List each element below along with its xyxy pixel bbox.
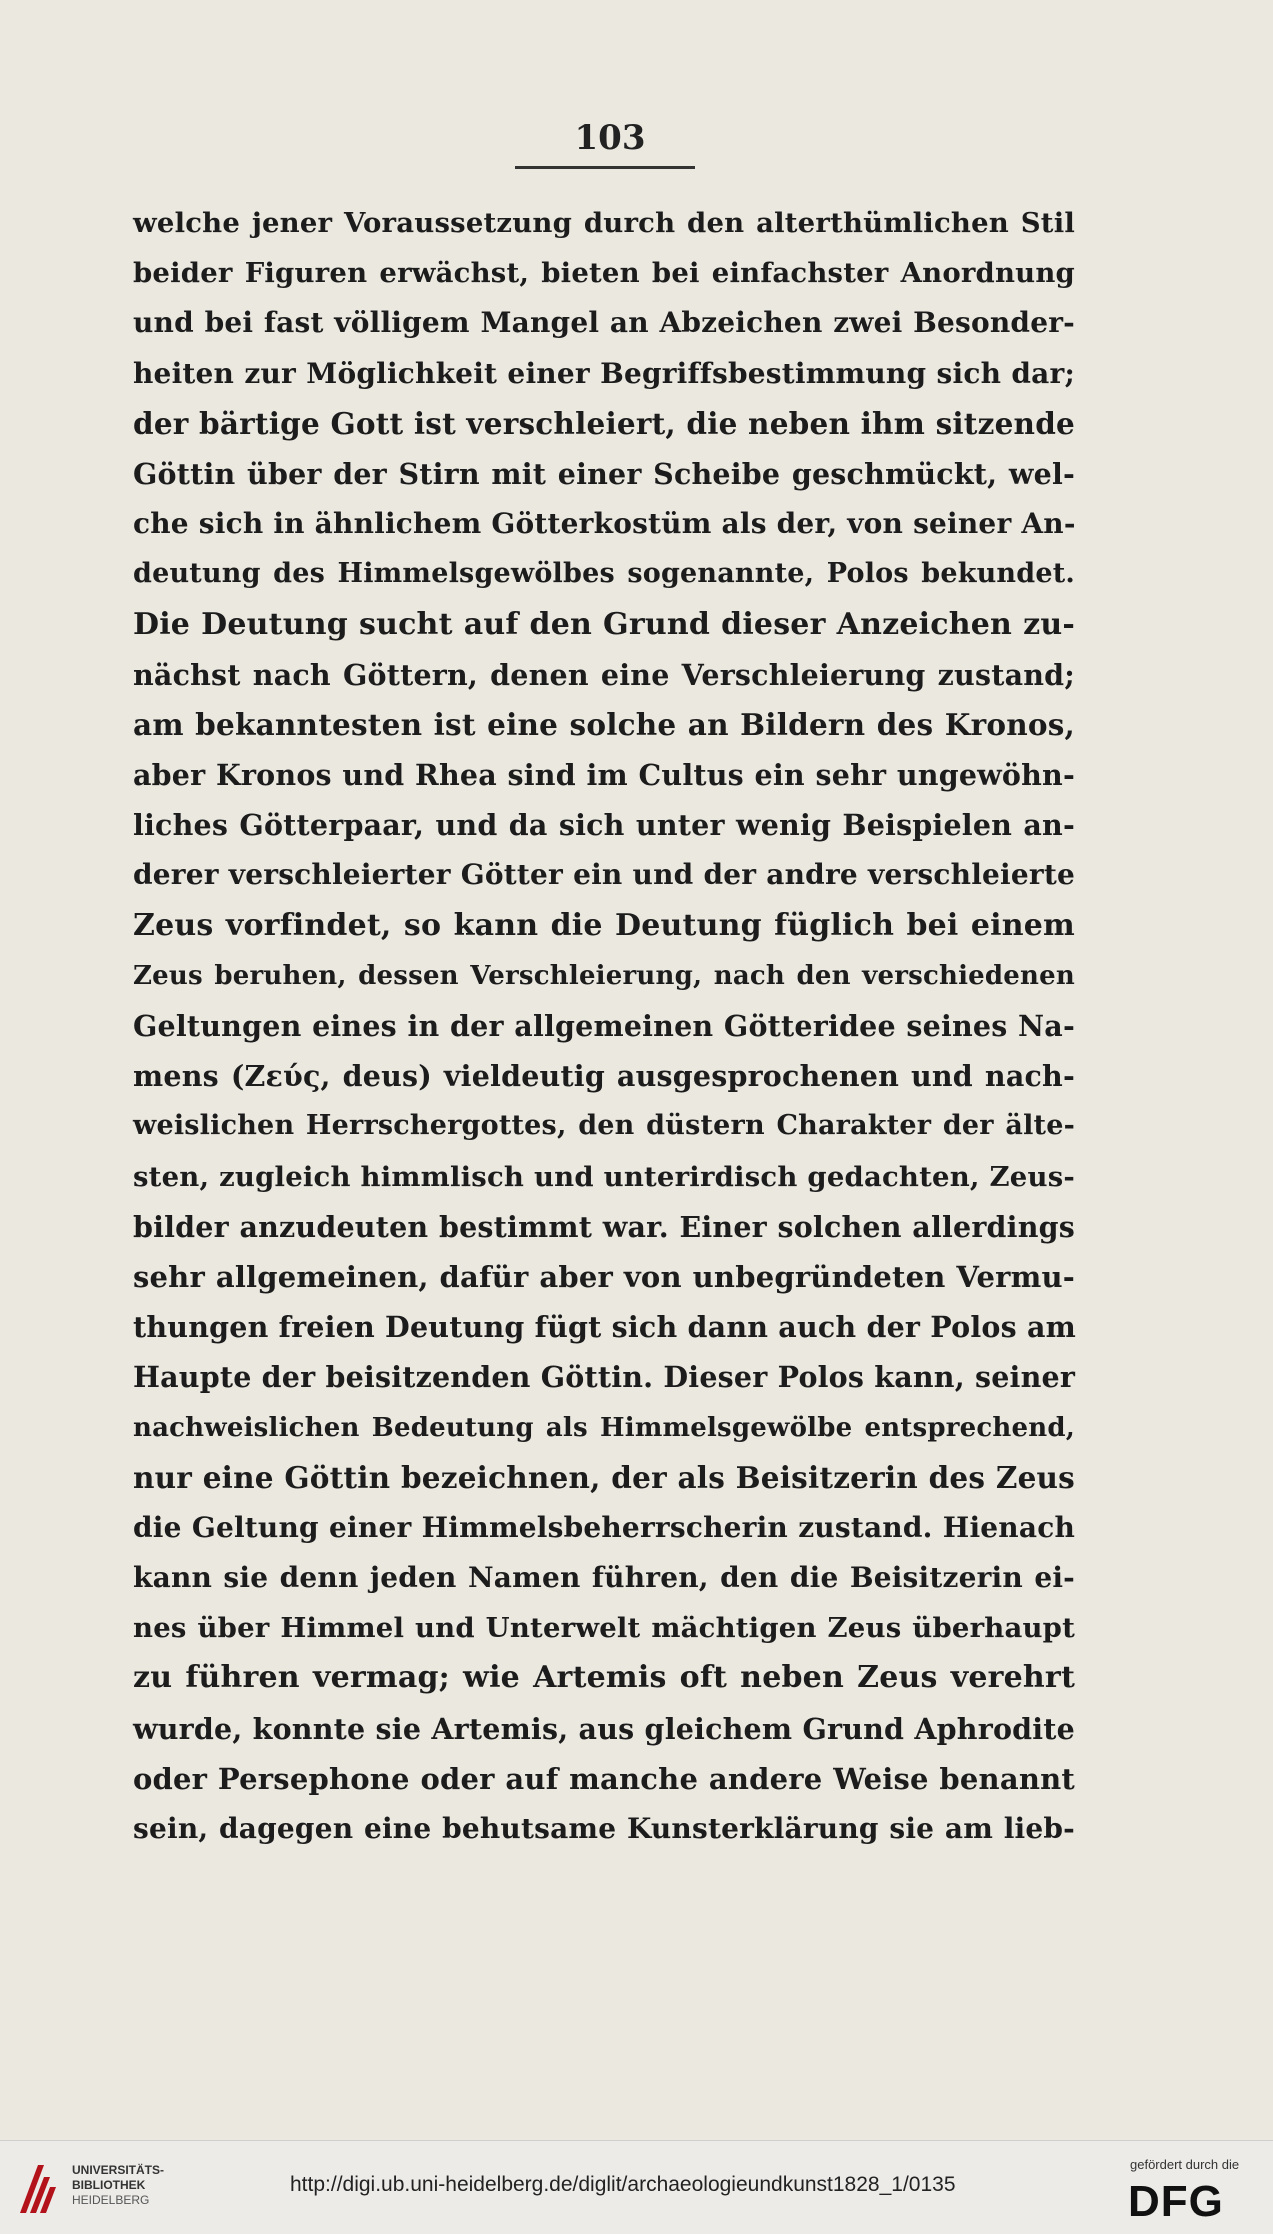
text-line: Zeus vorfindet, so kann die Deutung füglich bei einem: [133, 907, 1075, 943]
text-line: nachweislichen Bedeutung als Himmelsgewölbe entsprechend,: [133, 1412, 1075, 1443]
text-line: liches Götterpaar, und da sich unter wenig Beispielen an-: [133, 808, 1075, 843]
text-line: deutung des Himmelsgewölbes sogenannte, Polos bekundet.: [133, 558, 1075, 590]
text-line: nur eine Göttin bezeichnen, der als Beisitzerin des Zeus: [133, 1459, 1075, 1495]
text-line: Haupte der beisitzenden Göttin. Dieser Polos kann, seiner: [133, 1360, 1076, 1395]
text-line: weislichen Herrschergottes, den düstern Charakter der älte-: [133, 1110, 1075, 1142]
institution-line-2: BIBLIOTHEK: [72, 2178, 146, 2192]
text-line: oder Persephone oder auf manche andere Weise benannt: [133, 1761, 1075, 1796]
institution-line-3: HEIDELBERG: [72, 2193, 150, 2207]
text-line: Göttin über der Stirn mit einer Scheibe geschmückt, wel-: [133, 456, 1075, 491]
text-line: wurde, konnte sie Artemis, aus gleichem Grund Aphrodite: [133, 1711, 1075, 1746]
text-line: thungen freien Deutung fügt sich dann auch der Polos am: [133, 1310, 1076, 1345]
text-line: die Geltung einer Himmelsbeherrscherin zustand. Hienach: [133, 1510, 1075, 1544]
institution-line-1: UNIVERSITÄTS-: [72, 2163, 165, 2177]
text-line: sten, zugleich himmlisch und unterirdisch gedachten, Zeus-: [133, 1160, 1075, 1193]
text-line: Zeus beruhen, dessen Verschleierung, nach den verschiedenen: [133, 960, 1075, 991]
text-line: nächst nach Göttern, denen eine Verschleierung zustand;: [133, 657, 1075, 692]
text-line: zu führen vermag; wie Artemis oft neben Zeus verehrt: [133, 1660, 1075, 1696]
text-line: der bärtige Gott ist verschleiert, die neben ihm sitzende: [133, 405, 1075, 441]
text-line: Geltungen eines in der allgemeinen Götteridee seines Na-: [133, 1009, 1075, 1043]
text-line: aber Kronos und Rhea sind im Cultus ein sehr ungewöhn-: [133, 758, 1075, 793]
text-line: am bekanntesten ist eine solche an Bildern des Kronos,: [133, 706, 1075, 742]
text-line: Die Deutung sucht auf den Grund dieser Anzeichen zu-: [133, 606, 1075, 642]
text-line: che sich in ähnlichem Götterkostüm als der, von seiner An-: [133, 507, 1076, 541]
text-line: beider Figuren erwächst, bieten bei einfachster Anordnung: [133, 257, 1075, 290]
text-line: nes über Himmel und Unterwelt mächtigen Zeus überhaupt: [133, 1612, 1075, 1645]
text-line: mens (Ζεύς, deus) vieldeutig ausgesprochenen und nach-: [133, 1059, 1075, 1094]
dfg-logo[interactable]: DFG: [1128, 2177, 1224, 2226]
page-url-link[interactable]: http://digi.ub.uni-heidelberg.de/diglit/archaeologieundkunst1828_1/0135: [290, 2173, 956, 2196]
text-line: sein, dagegen eine behutsame Kunsterklärung sie am lieb-: [133, 1812, 1075, 1845]
text-line: welche jener Voraussetzung durch den alterthümlichen Stil: [133, 207, 1075, 239]
text-line: kann sie denn jeden Namen führen, den die Beisitzerin ei-: [133, 1561, 1075, 1595]
text-line: heiten zur Möglichkeit einer Begriffsbestimmung sich dar;: [133, 356, 1075, 390]
text-line: derer verschleierter Götter ein und der andre verschleierte: [133, 858, 1075, 892]
text-line: bilder anzudeuten bestimmt war. Einer solchen allerdings: [133, 1209, 1075, 1244]
university-logo-icon[interactable]: [14, 2157, 64, 2219]
university-name[interactable]: [72, 2163, 164, 2208]
text-line: und bei fast völligem Mangel an Abzeichen zwei Besonder-: [133, 306, 1075, 340]
body-text: [133, 198, 1075, 1854]
header-rule: [515, 166, 695, 169]
funding-caption: gefördert durch die: [1130, 2157, 1240, 2172]
footer-bar: [0, 2140, 1273, 2234]
page-number: 103: [574, 118, 646, 158]
text-line: sehr allgemeinen, dafür aber von unbegründeten Vermu-: [133, 1259, 1075, 1294]
